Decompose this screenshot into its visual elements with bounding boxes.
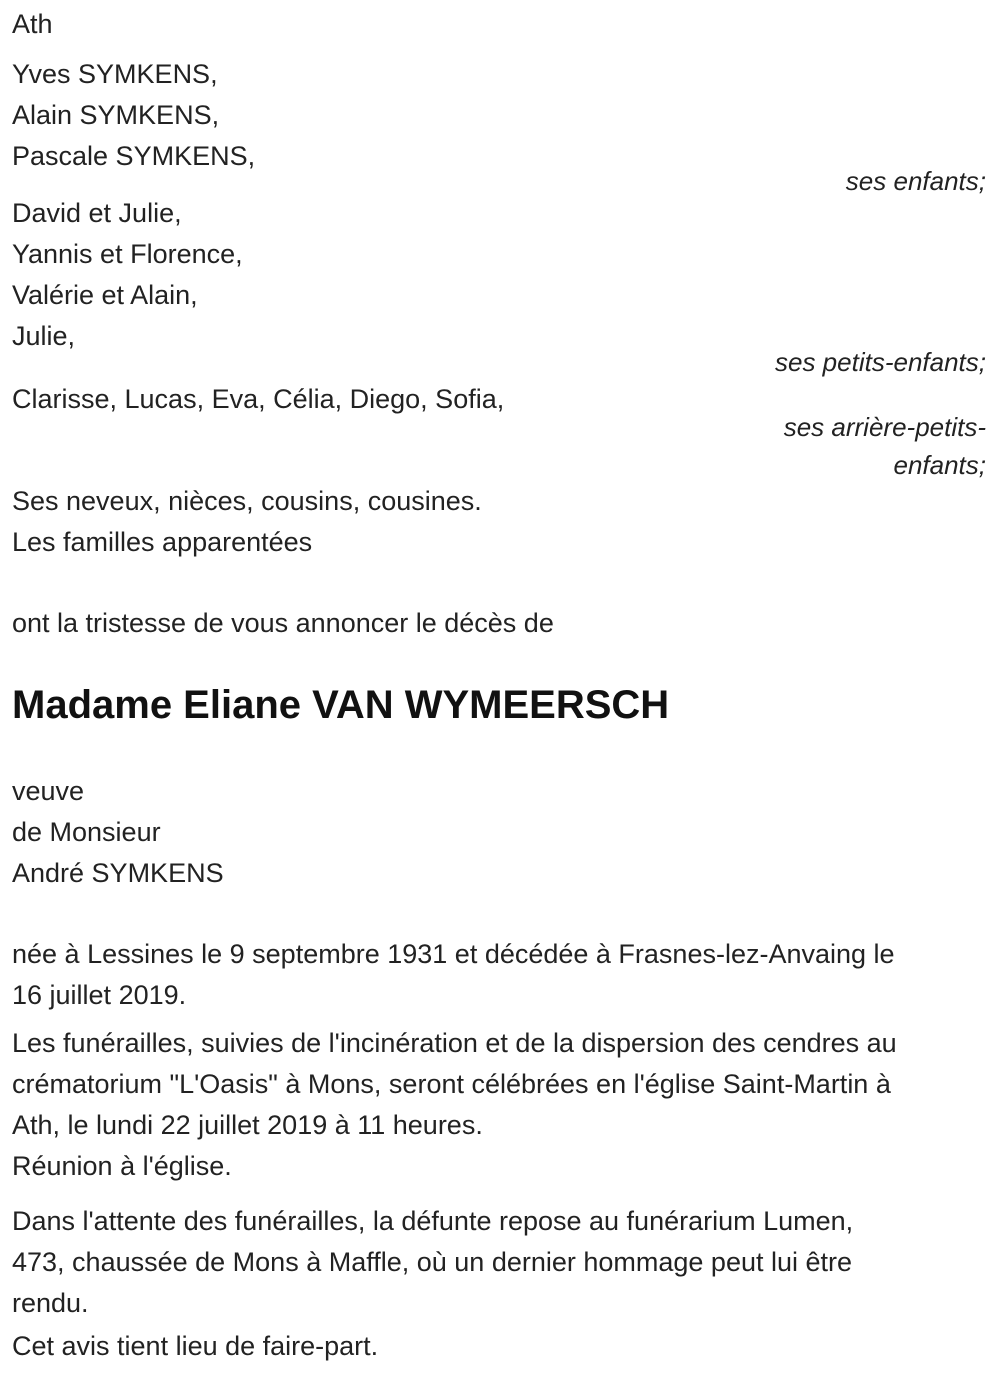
relation-label-line: enfants; — [893, 450, 986, 480]
widow-line: André SYMKENS — [12, 858, 224, 888]
church-meeting-line: Réunion à l'église. — [12, 1151, 232, 1181]
relatives-line: Les familles apparentées — [12, 527, 313, 557]
child-name-line: Yves SYMKENS, — [12, 59, 218, 89]
child-name-line: Alain SYMKENS, — [12, 100, 220, 130]
deceased-name-heading: Madame Eliane VAN WYMEERSCH — [12, 683, 670, 727]
relation-label-line: ses arrière-petits- — [783, 412, 986, 442]
repose-line: Dans l'attente des funérailles, la défunte repose au funérarium Lumen, — [12, 1206, 854, 1236]
repose-line: 473, chaussée de Mons à Maffle, où un dernier hommage peut lui être — [12, 1247, 853, 1277]
relatives-line: Ses neveux, nièces, cousins, cousines. — [12, 486, 482, 516]
children-names — [12, 54, 986, 177]
birth-death-lines — [12, 934, 986, 1016]
birth-death-line: née à Lessines le 9 septembre 1931 et décédée à Frasnes-lez-Anvaing le — [12, 939, 895, 969]
repose-line: rendu. — [12, 1288, 89, 1318]
great-grandchild-name-line: Clarisse, Lucas, Eva, Célia, Diego, Sofia, — [12, 384, 505, 414]
widow-of-lines — [12, 771, 986, 894]
grandchildren-relation-label: ses petits-enfants; — [775, 347, 986, 377]
relatives-lines — [12, 481, 986, 563]
grandchildren-names — [12, 193, 986, 357]
grandchild-name-line: Julie, — [12, 321, 76, 351]
child-name-line: Pascale SYMKENS, — [12, 141, 256, 171]
funeral-line: Ath, le lundi 22 juillet 2019 à 11 heures. — [12, 1110, 483, 1140]
announcement-line: ont la tristesse de vous annoncer le décès de — [12, 608, 554, 638]
birth-death-line: 16 juillet 2019. — [12, 980, 187, 1010]
widow-line: de Monsieur — [12, 817, 161, 847]
grandchild-name-line: Valérie et Alain, — [12, 280, 198, 310]
funeral-line: crématorium "L'Oasis" à Mons, seront célébrées en l'église Saint-Martin à — [12, 1069, 891, 1099]
grandchild-name-line: David et Julie, — [12, 198, 182, 228]
grandchild-name-line: Yannis et Florence, — [12, 239, 243, 269]
funeral-details — [12, 1023, 986, 1146]
closing-line: Cet avis tient lieu de faire-part. — [12, 1331, 379, 1361]
funeral-line: Les funérailles, suivies de l'incinération et de la dispersion des cendres au — [12, 1028, 897, 1058]
repose-details — [12, 1201, 986, 1324]
widow-line: veuve — [12, 776, 85, 806]
city-line: Ath — [12, 9, 53, 39]
children-relation-label: ses enfants; — [845, 166, 986, 196]
